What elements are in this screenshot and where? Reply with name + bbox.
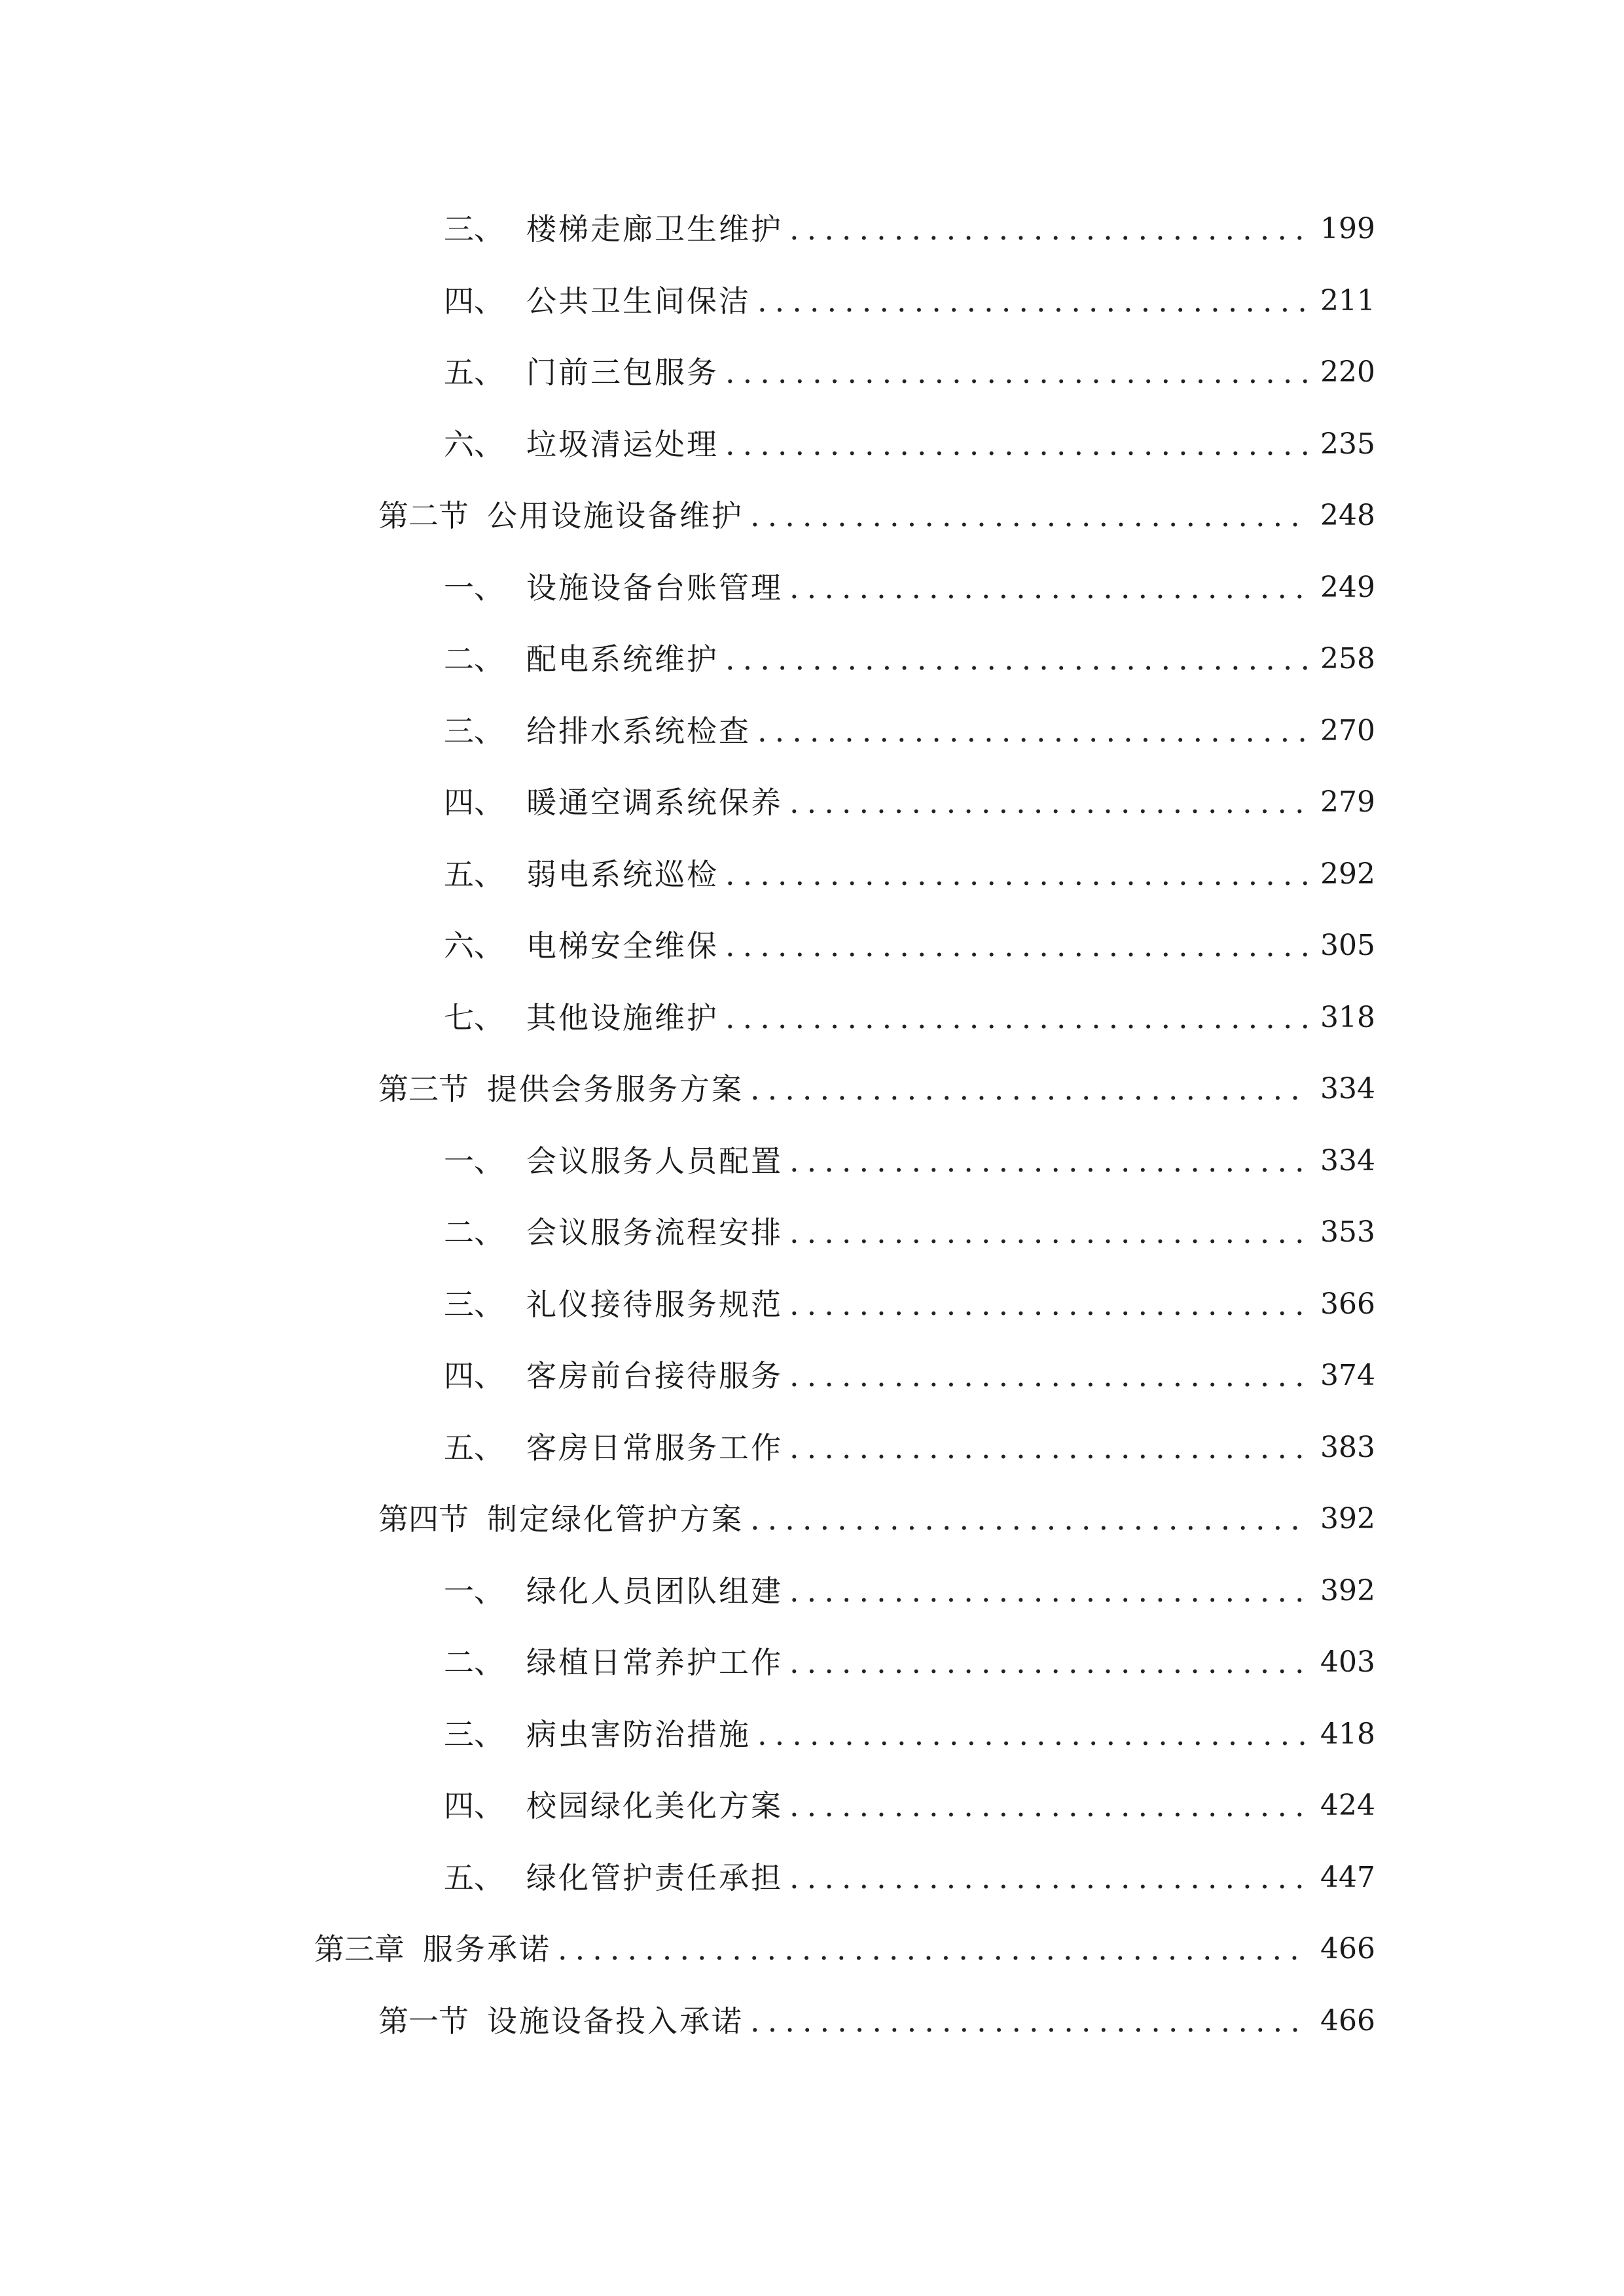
dot-leader	[725, 632, 1308, 687]
toc-entry-number: 三、	[444, 1717, 504, 1752]
toc-entry[interactable]	[444, 1348, 1373, 1403]
dot-leader	[789, 560, 1308, 615]
dot-leader	[750, 488, 1308, 543]
toc-entry-page: 318	[1320, 1001, 1375, 1034]
toc-entry-page: 392	[1320, 1574, 1375, 1607]
toc-entry-number: 二、	[444, 1645, 504, 1680]
dot-leader	[789, 1348, 1308, 1403]
toc-entry-title: 服务承诺	[423, 1931, 551, 1967]
toc-entry[interactable]	[444, 1134, 1373, 1189]
toc-entry-page: 258	[1320, 642, 1375, 675]
toc-entry-page: 199	[1320, 212, 1375, 245]
toc-entry-number: 一、	[444, 1143, 504, 1179]
toc-entry-title: 病虫害防治措施	[526, 1717, 751, 1752]
toc-entry-number: 三、	[444, 211, 504, 247]
toc-entry[interactable]	[444, 1707, 1373, 1762]
toc-entry-number: 四、	[444, 1358, 504, 1393]
toc-entry-number: 第三章	[314, 1931, 405, 1967]
toc-entry-title: 楼梯走廊卫生维护	[526, 211, 783, 247]
toc-entry-title: 公共卫生间保洁	[526, 283, 751, 319]
toc-entry[interactable]	[444, 1277, 1373, 1332]
dot-leader	[789, 1850, 1308, 1905]
toc-entry-page: 334	[1320, 1144, 1375, 1177]
toc-entry[interactable]	[444, 775, 1373, 830]
toc-entry-title: 垃圾清运处理	[526, 427, 719, 462]
toc-entry-page: 353	[1320, 1215, 1375, 1249]
dot-leader	[757, 1707, 1308, 1762]
toc-entry-page: 211	[1320, 284, 1375, 317]
dot-leader	[789, 1134, 1308, 1189]
toc-entry-title: 校园绿化美化方案	[526, 1788, 783, 1823]
toc-entry-page: 235	[1320, 427, 1375, 461]
toc-entry-page: 392	[1320, 1502, 1375, 1535]
toc-entry-title: 绿化管护责任承担	[526, 1860, 783, 1895]
toc-entry-page: 418	[1320, 1717, 1375, 1751]
toc-entry[interactable]	[444, 704, 1373, 759]
toc-entry-title: 门前三包服务	[526, 355, 719, 390]
toc-entry-number: 四、	[444, 283, 504, 319]
dot-leader	[725, 417, 1308, 472]
dot-leader	[789, 1635, 1308, 1690]
toc-entry-page: 220	[1320, 355, 1375, 389]
toc-entry[interactable]	[444, 1205, 1373, 1260]
dot-leader	[789, 775, 1308, 830]
toc-entry-number: 六、	[444, 928, 504, 963]
toc-entry[interactable]	[378, 488, 1373, 543]
toc-entry[interactable]	[444, 560, 1373, 615]
toc-entry[interactable]	[314, 1922, 1373, 1977]
dot-leader	[789, 1420, 1308, 1475]
dot-leader	[757, 274, 1308, 329]
toc-entry-page: 424	[1320, 1789, 1375, 1822]
dot-leader	[789, 1205, 1308, 1260]
toc-entry-title: 绿植日常养护工作	[526, 1645, 783, 1680]
dot-leader	[789, 1778, 1308, 1833]
toc-entry-title: 设施设备台账管理	[526, 570, 783, 605]
toc-entry-page: 403	[1320, 1645, 1375, 1679]
toc-entry-page: 466	[1320, 1932, 1375, 1965]
toc-entry[interactable]	[444, 202, 1373, 257]
dot-leader	[750, 1994, 1308, 2049]
dot-leader	[789, 1564, 1308, 1619]
toc-entry-number: 五、	[444, 1430, 504, 1465]
dot-leader	[725, 847, 1308, 902]
toc-entry-title: 设施设备投入承诺	[487, 2003, 744, 2039]
toc-entry-number: 一、	[444, 570, 504, 605]
toc-entry[interactable]	[444, 274, 1373, 329]
toc-entry-page: 248	[1320, 499, 1375, 532]
toc-entry-title: 其他设施维护	[526, 1000, 719, 1035]
toc-entry[interactable]	[444, 990, 1373, 1045]
toc-entry-title: 提供会务服务方案	[487, 1071, 744, 1107]
toc-entry[interactable]	[444, 1420, 1373, 1475]
dot-leader	[725, 345, 1308, 400]
toc-entry-number: 五、	[444, 857, 504, 892]
toc-entry-page: 249	[1320, 571, 1375, 604]
toc-entry[interactable]	[378, 1492, 1373, 1547]
dot-leader	[725, 990, 1308, 1045]
toc-entry-page: 447	[1320, 1861, 1375, 1894]
toc-entry-number: 一、	[444, 1573, 504, 1609]
toc-entry-title: 弱电系统巡检	[526, 857, 719, 892]
toc-entry[interactable]	[444, 417, 1373, 472]
toc-entry-title: 礼仪接待服务规范	[526, 1287, 783, 1322]
toc-entry-title: 客房日常服务工作	[526, 1430, 783, 1465]
dot-leader	[750, 1062, 1308, 1117]
toc-entry-title: 暖通空调系统保养	[526, 785, 783, 820]
toc-entry-number: 二、	[444, 641, 504, 677]
toc-entry-number: 七、	[444, 1000, 504, 1035]
toc-entry[interactable]	[444, 632, 1373, 687]
toc-entry-page: 279	[1320, 785, 1375, 819]
toc-entry[interactable]	[444, 345, 1373, 400]
toc-entry-number: 二、	[444, 1215, 504, 1250]
toc-entry-title: 会议服务流程安排	[526, 1215, 783, 1250]
toc-entry-number: 四、	[444, 1788, 504, 1823]
toc-entry[interactable]	[444, 1564, 1373, 1619]
toc-entry-page: 383	[1320, 1431, 1375, 1464]
toc-entry-page: 334	[1320, 1072, 1375, 1105]
toc-entry-title: 电梯安全维保	[526, 928, 719, 963]
dot-leader	[558, 1922, 1308, 1977]
toc-entry-number: 五、	[444, 355, 504, 390]
toc-entry-title: 会议服务人员配置	[526, 1143, 783, 1179]
dot-leader	[789, 1277, 1308, 1332]
toc-entry-number: 五、	[444, 1860, 504, 1895]
toc-entry-page: 292	[1320, 857, 1375, 891]
toc-entry-title: 制定绿化管护方案	[487, 1501, 744, 1537]
toc-entry-number: 第一节	[378, 2003, 469, 2039]
toc-entry-number: 第二节	[378, 498, 469, 533]
toc-entry-number: 三、	[444, 713, 504, 749]
dot-leader	[750, 1492, 1308, 1547]
toc-entry-page: 466	[1320, 2004, 1375, 2037]
dot-leader	[789, 202, 1308, 257]
toc-entry-number: 六、	[444, 427, 504, 462]
toc-entry[interactable]	[378, 1994, 1373, 2049]
toc-entry-page: 305	[1320, 929, 1375, 962]
dot-leader	[757, 704, 1308, 759]
toc-entry-number: 三、	[444, 1287, 504, 1322]
toc-entry-title: 给排水系统检查	[526, 713, 751, 749]
toc-entry[interactable]	[378, 1062, 1373, 1117]
toc-entry-number: 四、	[444, 785, 504, 820]
toc-entry-number: 第三节	[378, 1071, 469, 1107]
toc-entry[interactable]	[444, 918, 1373, 973]
toc-entry[interactable]	[444, 1635, 1373, 1690]
toc-entry[interactable]	[444, 847, 1373, 902]
toc-entry-title: 公用设施设备维护	[487, 498, 744, 533]
toc-entry-page: 270	[1320, 714, 1375, 747]
toc-entry-page: 374	[1320, 1359, 1375, 1392]
toc-entry-title: 客房前台接待服务	[526, 1358, 783, 1393]
toc-entry-page: 366	[1320, 1287, 1375, 1321]
toc-entry[interactable]	[444, 1778, 1373, 1833]
toc-entry-title: 绿化人员团队组建	[526, 1573, 783, 1609]
toc-entry-number: 第四节	[378, 1501, 469, 1537]
dot-leader	[725, 918, 1308, 973]
toc-entry[interactable]	[444, 1850, 1373, 1905]
toc-entry-title: 配电系统维护	[526, 641, 719, 677]
